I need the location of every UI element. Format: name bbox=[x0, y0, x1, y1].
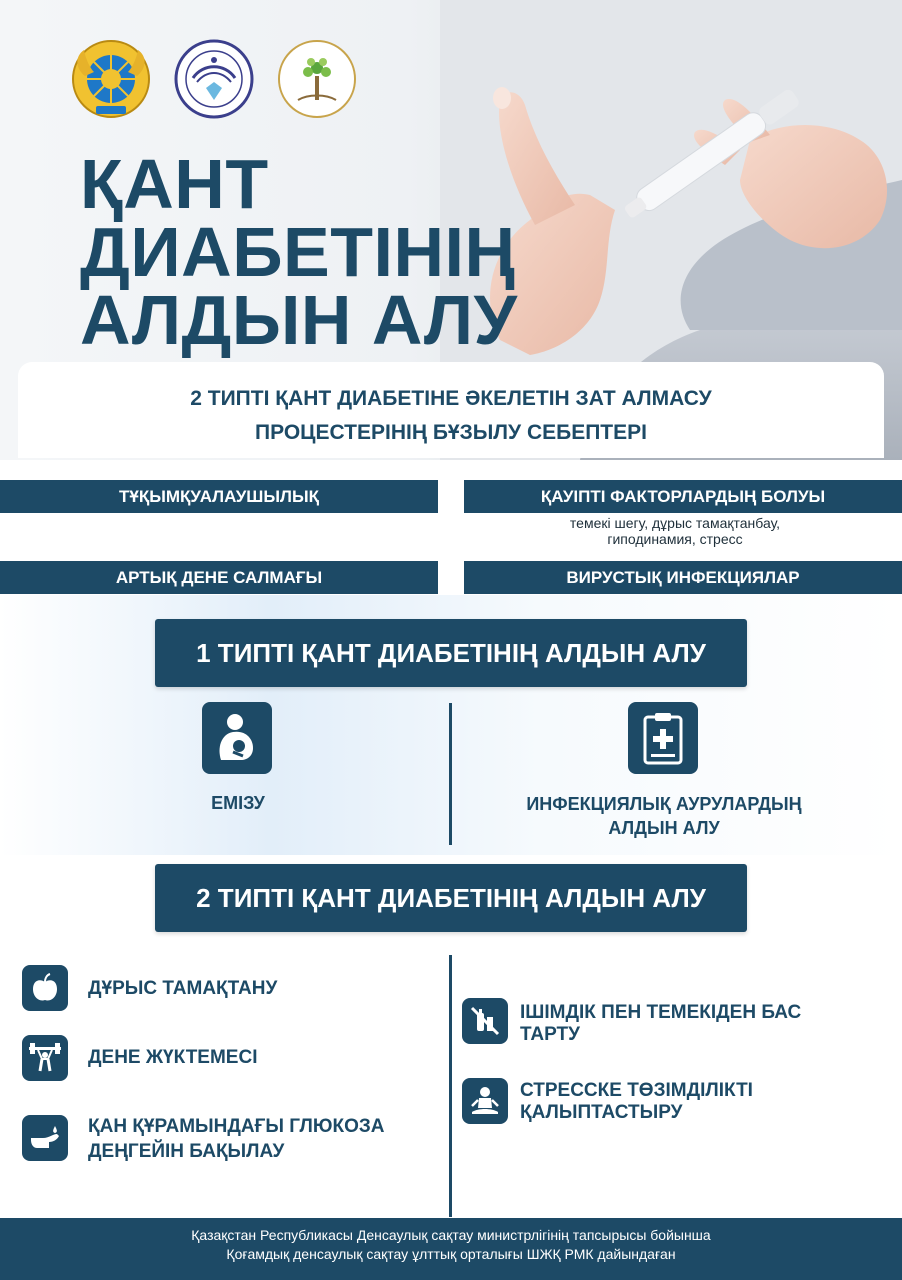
type2-item-glucose-control bbox=[88, 1114, 385, 1164]
type1-divider bbox=[449, 703, 452, 845]
type2-item-label: ТАРТУ bbox=[520, 1024, 580, 1045]
type2-item-label: ҚАЛЫПТАСТЫРУ bbox=[520, 1102, 683, 1123]
page-title bbox=[80, 145, 518, 359]
public-health-center-logo bbox=[276, 38, 358, 120]
kazakhstan-emblem-logo bbox=[70, 38, 152, 120]
no-alcohol-smoking-icon bbox=[462, 998, 508, 1044]
cause-viral-infections: ВИРУСТЫҚ ИНФЕКЦИЯЛАР bbox=[464, 561, 902, 594]
risk-note-line: гиподинамия, стресс bbox=[607, 531, 743, 547]
type1-item-label: ЕМІЗУ bbox=[211, 793, 265, 813]
cause-heredity: ТҰҚЫМҚУАЛАУШЫЛЫҚ bbox=[0, 480, 438, 513]
type2-item-label: ДЕҢГЕЙІН БАҚЫЛАУ bbox=[88, 1141, 285, 1162]
glucose-test-icon bbox=[22, 1115, 68, 1161]
cause-risk-factors: ҚАУІПТІ ФАКТОРЛАРДЫҢ БОЛУЫ bbox=[464, 480, 902, 513]
type2-heading: 2 ТИПТІ ҚАНТ ДИАБЕТІНІҢ АЛДЫН АЛУ bbox=[155, 864, 747, 932]
weightlifting-icon bbox=[22, 1035, 68, 1081]
title-line: ҚАНТ bbox=[80, 145, 269, 223]
cause-excess-weight: АРТЫҚ ДЕНЕ САЛМАҒЫ bbox=[0, 561, 438, 594]
risk-factors-note bbox=[464, 515, 886, 547]
type2-item-physical-activity bbox=[88, 1047, 257, 1069]
footer-line: Қазақстан Республикасы Денсаулық сақтау министрлігінің тапсырысы бойынша bbox=[191, 1227, 711, 1243]
causes-heading-line: 2 ТИПТІ ҚАНТ ДИАБЕТІНЕ ӘКЕЛЕТІН ЗАТ АЛМАСУ bbox=[190, 387, 712, 410]
footer-line: Қоғамдық денсаулық сақтау ұлттық орталығы ШЖҚ РМК дайындаған bbox=[226, 1246, 676, 1262]
type1-item-label: АЛДЫН АЛУ bbox=[608, 818, 720, 838]
risk-note-line: темекі шегу, дұрыс тамақтанбау, bbox=[569, 515, 781, 531]
medical-clipboard-icon bbox=[628, 702, 698, 774]
type2-item-nutrition bbox=[88, 978, 277, 1000]
type2-item-quit-alcohol-smoking bbox=[520, 1002, 880, 1046]
deni-sau-ult-logo bbox=[173, 38, 255, 120]
type1-item-breastfeeding bbox=[140, 792, 336, 814]
footer bbox=[0, 1218, 902, 1280]
causes-heading bbox=[18, 362, 884, 458]
title-line: АЛДЫН АЛУ bbox=[80, 281, 518, 359]
type2-item-label: ДЕНЕ ЖҮКТЕМЕСІ bbox=[88, 1047, 258, 1068]
type1-heading: 1 ТИПТІ ҚАНТ ДИАБЕТІНІҢ АЛДЫН АЛУ bbox=[155, 619, 747, 687]
type2-item-label: СТРЕССКЕ ТӨЗІМДІЛІКТІ bbox=[520, 1080, 753, 1101]
causes-heading-line: ПРОЦЕСТЕРІНІҢ БҰЗЫЛУ СЕБЕПТЕРІ bbox=[255, 421, 647, 444]
title-line: ДИАБЕТІНІҢ bbox=[80, 213, 516, 291]
type2-item-label: ҚАН ҚҰРАМЫНДАҒЫ ГЛЮКОЗА bbox=[88, 1116, 385, 1137]
type1-item-infection-prevention bbox=[470, 792, 858, 840]
type2-divider bbox=[449, 955, 452, 1217]
type2-item-label: ДҰРЫС ТАМАҚТАНУ bbox=[88, 978, 278, 999]
breastfeeding-icon bbox=[202, 702, 272, 774]
type2-item-stress-resistance bbox=[520, 1080, 880, 1124]
meditation-icon bbox=[462, 1078, 508, 1124]
type2-item-label: ІШІМДІК ПЕН ТЕМЕКІДЕН БАС bbox=[520, 1002, 802, 1023]
apple-icon bbox=[22, 965, 68, 1011]
type1-item-label: ИНФЕКЦИЯЛЫҚ АУРУЛАРДЫҢ bbox=[526, 794, 802, 814]
